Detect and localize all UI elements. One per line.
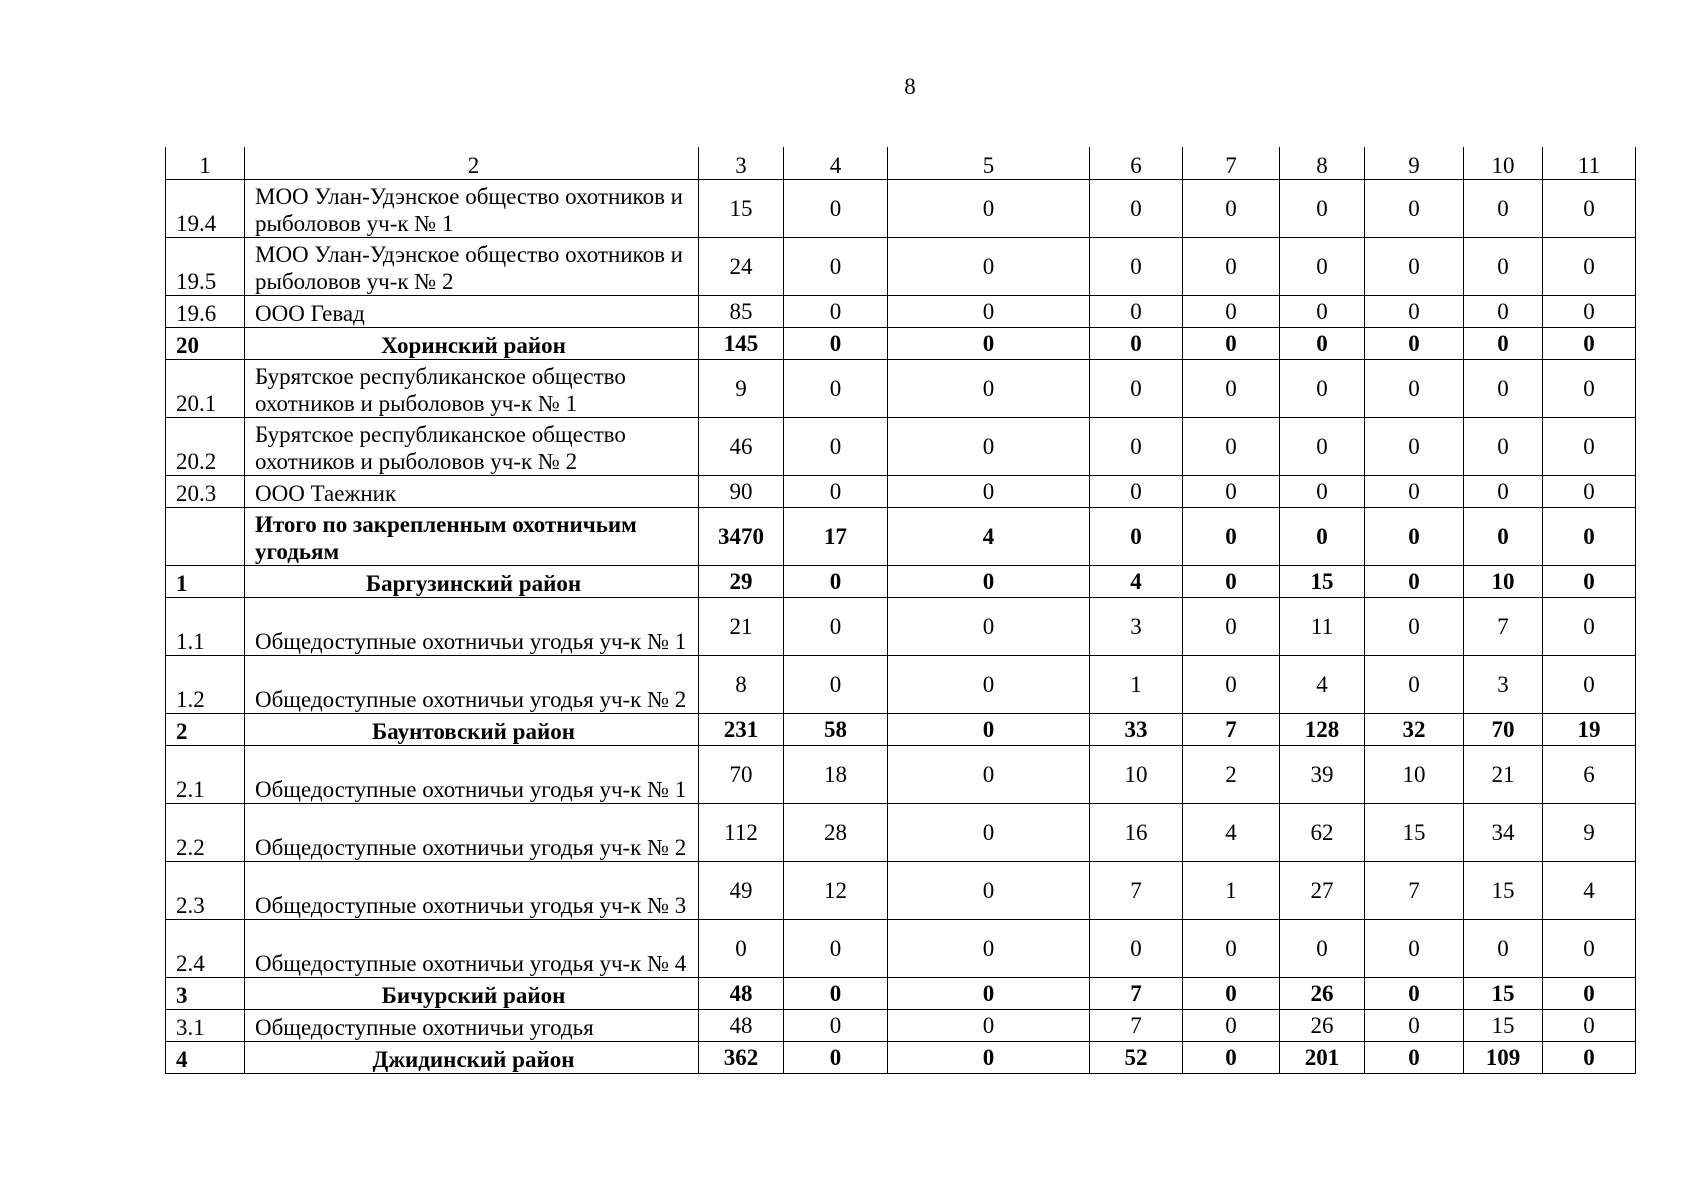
value-cell: 0	[1464, 296, 1543, 328]
value-cell: 17	[784, 508, 888, 566]
table-row	[166, 360, 1636, 418]
value-cell: 0	[1365, 238, 1464, 296]
value-cell: 0	[1464, 238, 1543, 296]
value-cell: 0	[784, 360, 888, 418]
header-cell: 2	[245, 147, 699, 180]
value-cell: 0	[1543, 978, 1636, 1010]
value-cell: 12	[784, 862, 888, 920]
page-number: 8	[904, 74, 916, 99]
table-row	[166, 328, 1636, 360]
table-row	[166, 566, 1636, 598]
header-row	[166, 147, 1636, 180]
value-cell: 0	[888, 598, 1090, 656]
value-cell: 7	[1183, 714, 1280, 746]
value-cell: 0	[888, 180, 1090, 238]
value-cell: 0	[1365, 418, 1464, 476]
value-cell: 0	[1543, 180, 1636, 238]
value-cell: 0	[1543, 476, 1636, 508]
value-cell: 32	[1365, 714, 1464, 746]
value-cell: 0	[1365, 508, 1464, 566]
value-cell: 0	[888, 714, 1090, 746]
value-cell: 58	[784, 714, 888, 746]
row-number-cell: 3	[166, 978, 245, 1010]
table-row	[166, 476, 1636, 508]
value-cell: 0	[1464, 476, 1543, 508]
value-cell: 3470	[699, 508, 784, 566]
value-cell: 10	[1090, 746, 1183, 804]
header-cell: 3	[699, 147, 784, 180]
value-cell: 201	[1280, 1042, 1365, 1074]
header-cell: 4	[784, 147, 888, 180]
value-cell: 10	[1365, 746, 1464, 804]
value-cell: 39	[1280, 746, 1365, 804]
value-cell: 0	[888, 804, 1090, 862]
value-cell: 0	[1090, 920, 1183, 978]
row-name-cell: ООО Таежник	[245, 476, 699, 508]
value-cell: 0	[1365, 180, 1464, 238]
value-cell: 4	[888, 508, 1090, 566]
value-cell: 4	[1090, 566, 1183, 598]
value-cell: 0	[888, 1042, 1090, 1074]
value-cell: 27	[1280, 862, 1365, 920]
value-cell: 0	[888, 656, 1090, 714]
value-cell: 16	[1090, 804, 1183, 862]
value-cell: 0	[1464, 508, 1543, 566]
row-number-cell: 19.5	[166, 238, 245, 296]
value-cell: 49	[699, 862, 784, 920]
row-name-cell: Бичурский район	[245, 978, 699, 1010]
value-cell: 52	[1090, 1042, 1183, 1074]
value-cell: 0	[1280, 328, 1365, 360]
value-cell: 15	[1464, 862, 1543, 920]
value-cell: 0	[1183, 598, 1280, 656]
table-row	[166, 862, 1636, 920]
row-number-cell: 2.2	[166, 804, 245, 862]
value-cell: 9	[1543, 804, 1636, 862]
value-cell: 0	[1464, 920, 1543, 978]
value-cell: 15	[1365, 804, 1464, 862]
value-cell: 0	[784, 296, 888, 328]
value-cell: 15	[699, 180, 784, 238]
row-name-cell: Общедоступные охотничьи угодья уч-к № 1	[245, 598, 699, 656]
value-cell: 0	[888, 476, 1090, 508]
value-cell: 0	[1183, 978, 1280, 1010]
row-number-cell: 19.4	[166, 180, 245, 238]
value-cell: 0	[888, 1010, 1090, 1042]
table-row	[166, 1010, 1636, 1042]
value-cell: 0	[1183, 508, 1280, 566]
value-cell: 4	[1543, 862, 1636, 920]
value-cell: 19	[1543, 714, 1636, 746]
value-cell: 0	[1183, 1042, 1280, 1074]
value-cell: 0	[1543, 1010, 1636, 1042]
value-cell: 0	[1090, 418, 1183, 476]
value-cell: 46	[699, 418, 784, 476]
value-cell: 0	[1365, 598, 1464, 656]
value-cell: 0	[1543, 328, 1636, 360]
value-cell: 90	[699, 476, 784, 508]
value-cell: 0	[784, 1010, 888, 1042]
row-number-cell: 2.1	[166, 746, 245, 804]
value-cell: 24	[699, 238, 784, 296]
value-cell: 9	[699, 360, 784, 418]
value-cell: 0	[1183, 328, 1280, 360]
value-cell: 0	[888, 746, 1090, 804]
value-cell: 0	[1543, 1042, 1636, 1074]
value-cell: 6	[1543, 746, 1636, 804]
value-cell: 0	[1183, 1010, 1280, 1042]
value-cell: 7	[1464, 598, 1543, 656]
value-cell: 0	[1365, 1042, 1464, 1074]
row-number-cell: 1.1	[166, 598, 245, 656]
value-cell: 0	[888, 418, 1090, 476]
row-number-cell: 20.1	[166, 360, 245, 418]
value-cell: 62	[1280, 804, 1365, 862]
row-number-cell	[166, 508, 245, 566]
table-row	[166, 238, 1636, 296]
value-cell: 10	[1464, 566, 1543, 598]
value-cell: 0	[1183, 360, 1280, 418]
table-row	[166, 418, 1636, 476]
row-number-cell: 4	[166, 1042, 245, 1074]
value-cell: 11	[1280, 598, 1365, 656]
value-cell: 48	[699, 978, 784, 1010]
row-number-cell: 1.2	[166, 656, 245, 714]
value-cell: 112	[699, 804, 784, 862]
value-cell: 7	[1090, 862, 1183, 920]
header-cell: 7	[1183, 147, 1280, 180]
row-number-cell: 2.4	[166, 920, 245, 978]
value-cell: 0	[1280, 180, 1365, 238]
table-row	[166, 1042, 1636, 1074]
value-cell: 0	[784, 598, 888, 656]
row-name-cell: Общедоступные охотничьи угодья уч-к № 4	[245, 920, 699, 978]
value-cell: 128	[1280, 714, 1365, 746]
value-cell: 231	[699, 714, 784, 746]
value-cell: 0	[1280, 418, 1365, 476]
table-row	[166, 598, 1636, 656]
value-cell: 0	[1365, 296, 1464, 328]
value-cell: 0	[1183, 296, 1280, 328]
row-number-cell: 19.6	[166, 296, 245, 328]
value-cell: 0	[1280, 238, 1365, 296]
value-cell: 4	[1280, 656, 1365, 714]
value-cell: 4	[1183, 804, 1280, 862]
value-cell: 1	[1090, 656, 1183, 714]
value-cell: 0	[784, 180, 888, 238]
row-name-cell: Джидинский район	[245, 1042, 699, 1074]
table-row	[166, 920, 1636, 978]
value-cell: 0	[888, 296, 1090, 328]
value-cell: 0	[1183, 238, 1280, 296]
table-row	[166, 714, 1636, 746]
row-name-cell: Общедоступные охотничьи угодья уч-к № 3	[245, 862, 699, 920]
value-cell: 2	[1183, 746, 1280, 804]
value-cell: 0	[1365, 1010, 1464, 1042]
table-row	[166, 508, 1636, 566]
value-cell: 0	[1543, 296, 1636, 328]
value-cell: 0	[1183, 476, 1280, 508]
value-cell: 0	[784, 328, 888, 360]
value-cell: 0	[1280, 508, 1365, 566]
table-row	[166, 804, 1636, 862]
value-cell: 0	[1280, 296, 1365, 328]
value-cell: 15	[1464, 978, 1543, 1010]
value-cell: 0	[784, 920, 888, 978]
value-cell: 7	[1090, 978, 1183, 1010]
value-cell: 0	[1365, 328, 1464, 360]
value-cell: 0	[1090, 296, 1183, 328]
value-cell: 7	[1365, 862, 1464, 920]
value-cell: 21	[1464, 746, 1543, 804]
row-name-cell: Общедоступные охотничьи угодья уч-к № 2	[245, 804, 699, 862]
value-cell: 85	[699, 296, 784, 328]
table-row	[166, 978, 1636, 1010]
header-cell: 1	[166, 147, 245, 180]
value-cell: 0	[1543, 566, 1636, 598]
value-cell: 8	[699, 656, 784, 714]
value-cell: 0	[1183, 566, 1280, 598]
value-cell: 1	[1183, 862, 1280, 920]
row-name-cell: Баунтовский район	[245, 714, 699, 746]
value-cell: 0	[888, 328, 1090, 360]
value-cell: 0	[1280, 360, 1365, 418]
value-cell: 0	[888, 920, 1090, 978]
value-cell: 0	[784, 656, 888, 714]
value-cell: 0	[1090, 180, 1183, 238]
value-cell: 0	[1365, 360, 1464, 418]
value-cell: 3	[1464, 656, 1543, 714]
row-number-cell: 20	[166, 328, 245, 360]
row-number-cell: 1	[166, 566, 245, 598]
value-cell: 48	[699, 1010, 784, 1042]
row-name-cell: Баргузинский район	[245, 566, 699, 598]
value-cell: 145	[699, 328, 784, 360]
value-cell: 0	[1543, 238, 1636, 296]
table-row	[166, 746, 1636, 804]
value-cell: 0	[888, 566, 1090, 598]
row-name-cell: Общедоступные охотничьи угодья уч-к № 2	[245, 656, 699, 714]
value-cell: 0	[1543, 418, 1636, 476]
value-cell: 0	[1464, 180, 1543, 238]
value-cell: 0	[888, 978, 1090, 1010]
value-cell: 18	[784, 746, 888, 804]
header-cell: 11	[1543, 147, 1636, 180]
value-cell: 0	[1543, 508, 1636, 566]
value-cell: 0	[1183, 920, 1280, 978]
value-cell: 0	[1090, 508, 1183, 566]
row-number-cell: 2	[166, 714, 245, 746]
header-cell: 9	[1365, 147, 1464, 180]
value-cell: 0	[1280, 920, 1365, 978]
value-cell: 0	[1543, 598, 1636, 656]
value-cell: 15	[1280, 566, 1365, 598]
value-cell: 0	[888, 238, 1090, 296]
value-cell: 0	[1543, 656, 1636, 714]
value-cell: 0	[1464, 418, 1543, 476]
value-cell: 0	[1183, 656, 1280, 714]
value-cell: 21	[699, 598, 784, 656]
value-cell: 0	[784, 418, 888, 476]
value-cell: 0	[784, 566, 888, 598]
row-name-cell: ООО Гевад	[245, 296, 699, 328]
row-number-cell: 2.3	[166, 862, 245, 920]
value-cell: 109	[1464, 1042, 1543, 1074]
table-row	[166, 180, 1636, 238]
value-cell: 0	[1090, 238, 1183, 296]
value-cell: 0	[1543, 360, 1636, 418]
value-cell: 3	[1090, 598, 1183, 656]
header-cell: 6	[1090, 147, 1183, 180]
value-cell: 0	[1090, 360, 1183, 418]
row-number-cell: 3.1	[166, 1010, 245, 1042]
row-name-cell: Итого по закрепленным охотничьим угодьям	[245, 508, 699, 566]
data-table	[165, 147, 1636, 1074]
value-cell: 0	[784, 238, 888, 296]
value-cell: 362	[699, 1042, 784, 1074]
value-cell: 0	[1365, 978, 1464, 1010]
value-cell: 0	[888, 360, 1090, 418]
value-cell: 33	[1090, 714, 1183, 746]
row-name-cell: МОО Улан-Удэнское общество охотников и рыболовов уч-к № 2	[245, 238, 699, 296]
value-cell: 0	[1090, 328, 1183, 360]
value-cell: 0	[1183, 418, 1280, 476]
table-row	[166, 656, 1636, 714]
value-cell: 7	[1090, 1010, 1183, 1042]
value-cell: 0	[888, 862, 1090, 920]
header-cell: 10	[1464, 147, 1543, 180]
value-cell: 70	[1464, 714, 1543, 746]
row-number-cell: 20.2	[166, 418, 245, 476]
value-cell: 0	[1365, 476, 1464, 508]
table-row	[166, 296, 1636, 328]
row-name-cell: Бурятское республиканское общество охотников и рыболовов уч-к № 1	[245, 360, 699, 418]
value-cell: 0	[699, 920, 784, 978]
value-cell: 0	[1464, 360, 1543, 418]
value-cell: 26	[1280, 1010, 1365, 1042]
row-number-cell: 20.3	[166, 476, 245, 508]
value-cell: 15	[1464, 1010, 1543, 1042]
value-cell: 0	[1365, 656, 1464, 714]
header-cell: 5	[888, 147, 1090, 180]
value-cell: 26	[1280, 978, 1365, 1010]
value-cell: 0	[1365, 920, 1464, 978]
value-cell: 0	[784, 476, 888, 508]
value-cell: 0	[1183, 180, 1280, 238]
value-cell: 28	[784, 804, 888, 862]
value-cell: 70	[699, 746, 784, 804]
value-cell: 29	[699, 566, 784, 598]
row-name-cell: Бурятское республиканское общество охотников и рыболовов уч-к № 2	[245, 418, 699, 476]
value-cell: 0	[784, 978, 888, 1010]
value-cell: 0	[1090, 476, 1183, 508]
value-cell: 0	[1365, 566, 1464, 598]
value-cell: 34	[1464, 804, 1543, 862]
value-cell: 0	[1280, 476, 1365, 508]
value-cell: 0	[1464, 328, 1543, 360]
row-name-cell: Общедоступные охотничьи угодья уч-к № 1	[245, 746, 699, 804]
row-name-cell: МОО Улан-Удэнское общество охотников и рыболовов уч-к № 1	[245, 180, 699, 238]
header-cell: 8	[1280, 147, 1365, 180]
value-cell: 0	[784, 1042, 888, 1074]
row-name-cell: Хоринский район	[245, 328, 699, 360]
row-name-cell: Общедоступные охотничьи угодья	[245, 1010, 699, 1042]
value-cell: 0	[1543, 920, 1636, 978]
